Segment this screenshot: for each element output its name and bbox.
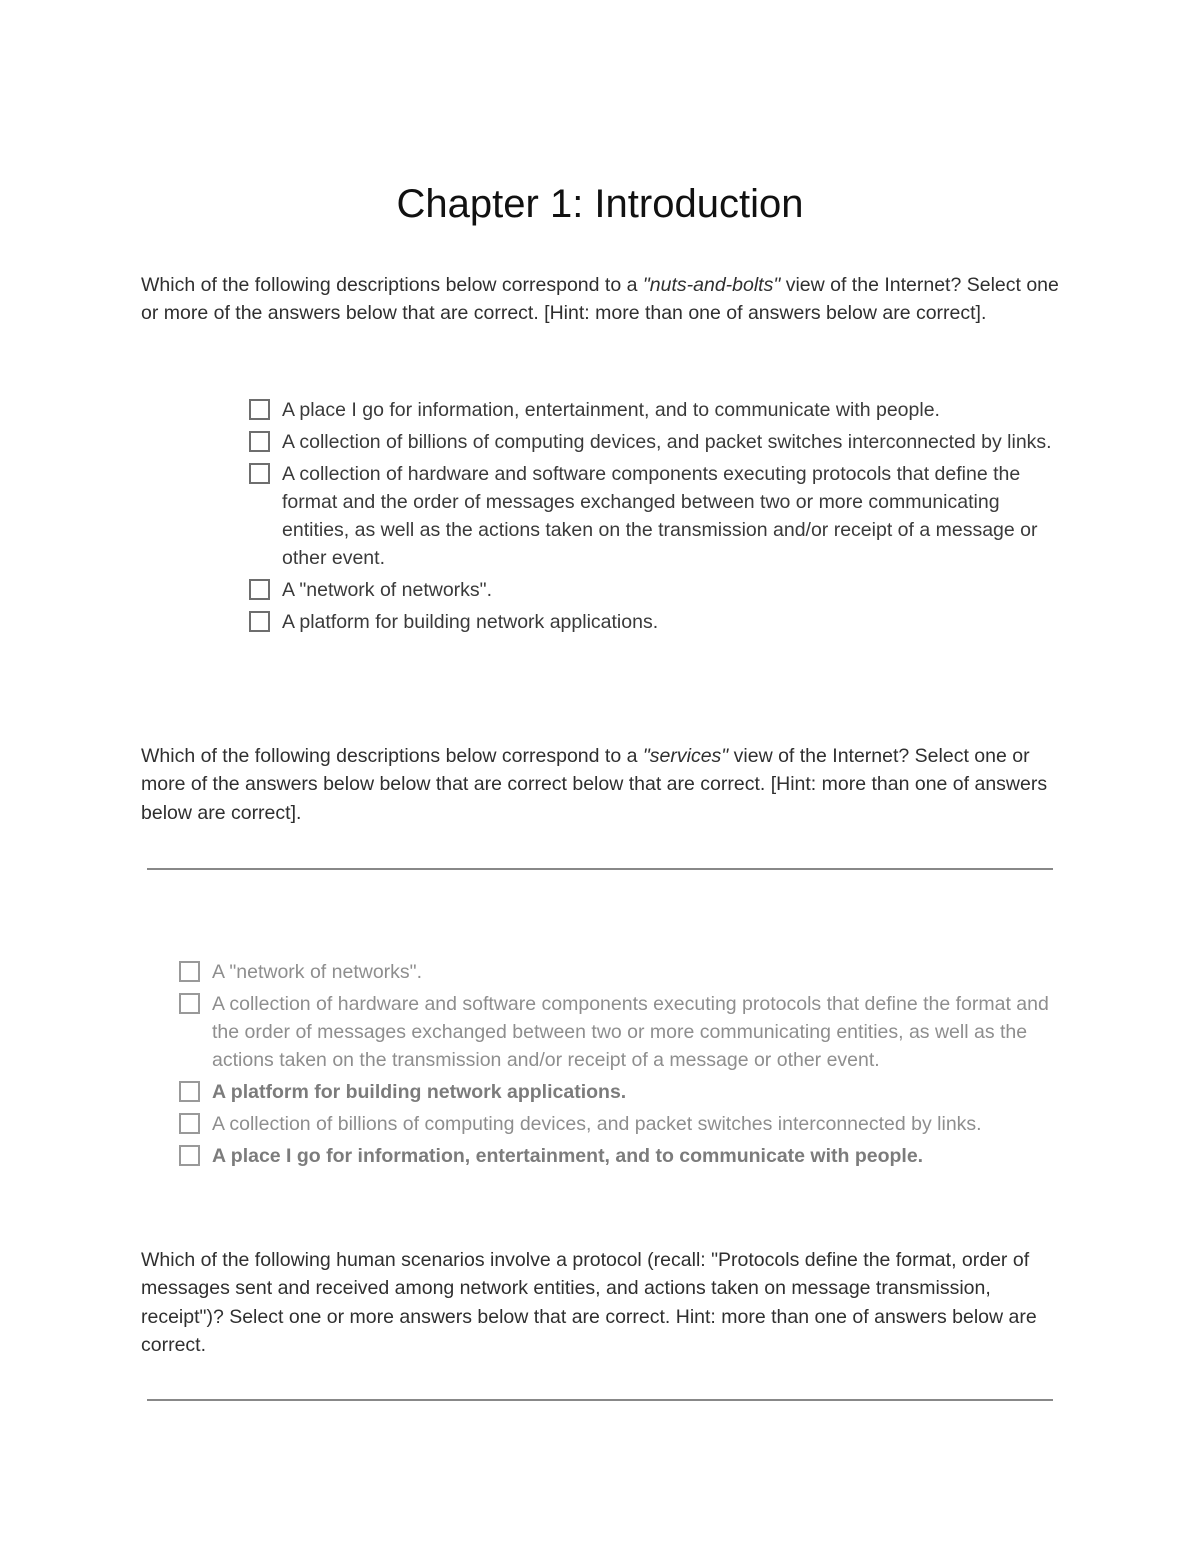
answer-line	[147, 1399, 1053, 1401]
question-2-emphasis: "services"	[642, 745, 729, 767]
question-2-text	[141, 742, 1061, 827]
answer-line	[147, 868, 1053, 870]
option-label: A platform for building network applications.	[282, 611, 659, 634]
question-2-option[interactable]	[179, 1142, 1059, 1170]
option-label: A "network of networks".	[282, 579, 493, 602]
question-2-option[interactable]	[179, 990, 1059, 1075]
question-1-option[interactable]	[249, 608, 1054, 636]
question-1-option[interactable]	[249, 428, 1054, 456]
question-1-emphasis: "nuts-and-bolts"	[642, 274, 781, 296]
option-label: A place I go for information, entertainment, and to communicate with people.	[212, 1144, 924, 1167]
question-2-option[interactable]	[179, 1078, 1059, 1106]
question-2-option[interactable]	[179, 958, 1059, 986]
question-1-prefix: Which of the following descriptions below correspond to a	[141, 274, 643, 296]
checkbox[interactable]	[179, 1113, 200, 1134]
checkbox[interactable]	[249, 579, 270, 600]
option-label: A platform for building network applications.	[212, 1081, 627, 1104]
question-2-prefix: Which of the following descriptions below correspond to a	[141, 745, 643, 767]
checkbox[interactable]	[249, 431, 270, 452]
question-1-text	[141, 271, 1061, 328]
checkbox[interactable]	[179, 993, 200, 1014]
checkbox[interactable]	[179, 1081, 200, 1102]
option-label: A collection of hardware and software components executing protocols that define the format and the order of messages exchanged between two or more communicating entities, as well as the actions taken on the transmission and/or receipt of a message or other event.	[212, 992, 1049, 1072]
question-2-suffix: view of the Internet? Select one or more of the answers below below that are correct below that are correct. [Hint: more than one of answers below are correct].	[141, 745, 1048, 824]
question-1-option[interactable]	[249, 396, 1054, 424]
checkbox[interactable]	[179, 1145, 200, 1166]
question-1-options	[249, 396, 1054, 640]
option-label: A collection of hardware and software components executing protocols that define the format and the order of messages exchanged between two or more communicating entities, as well as the actions taken on the transmission and/or receipt of a message or other event.	[282, 462, 1038, 570]
question-2-option[interactable]	[179, 1110, 1059, 1138]
checkbox[interactable]	[249, 463, 270, 484]
option-label: A collection of billions of computing devices, and packet switches interconnected by links.	[212, 1112, 982, 1135]
question-1-option[interactable]	[249, 460, 1054, 573]
option-label: A place I go for information, entertainment, and to communicate with people.	[282, 399, 940, 421]
checkbox[interactable]	[249, 399, 270, 420]
option-label: A "network of networks".	[212, 961, 423, 983]
checkbox[interactable]	[179, 961, 200, 982]
question-2-options	[179, 958, 1059, 1174]
question-1-option[interactable]	[249, 576, 1054, 604]
question-1-suffix: view of the Internet? Select one or more of the answers below that are correct. [Hint: more than one of answers below are correct].	[141, 274, 1059, 325]
chapter-title: Chapter 1: Introduction	[396, 182, 804, 226]
option-label: A collection of billions of computing devices, and packet switches interconnected by links.	[282, 430, 1052, 453]
question-3-text: Which of the following human scenarios involve a protocol (recall: "Protocols define the format, order of messages sent and received among network entities, and actions taken on message transmission, receipt")? Select one or more answers below that are correct. Hint: more than one of answers below are correct.	[141, 1249, 1037, 1356]
checkbox[interactable]	[249, 611, 270, 632]
